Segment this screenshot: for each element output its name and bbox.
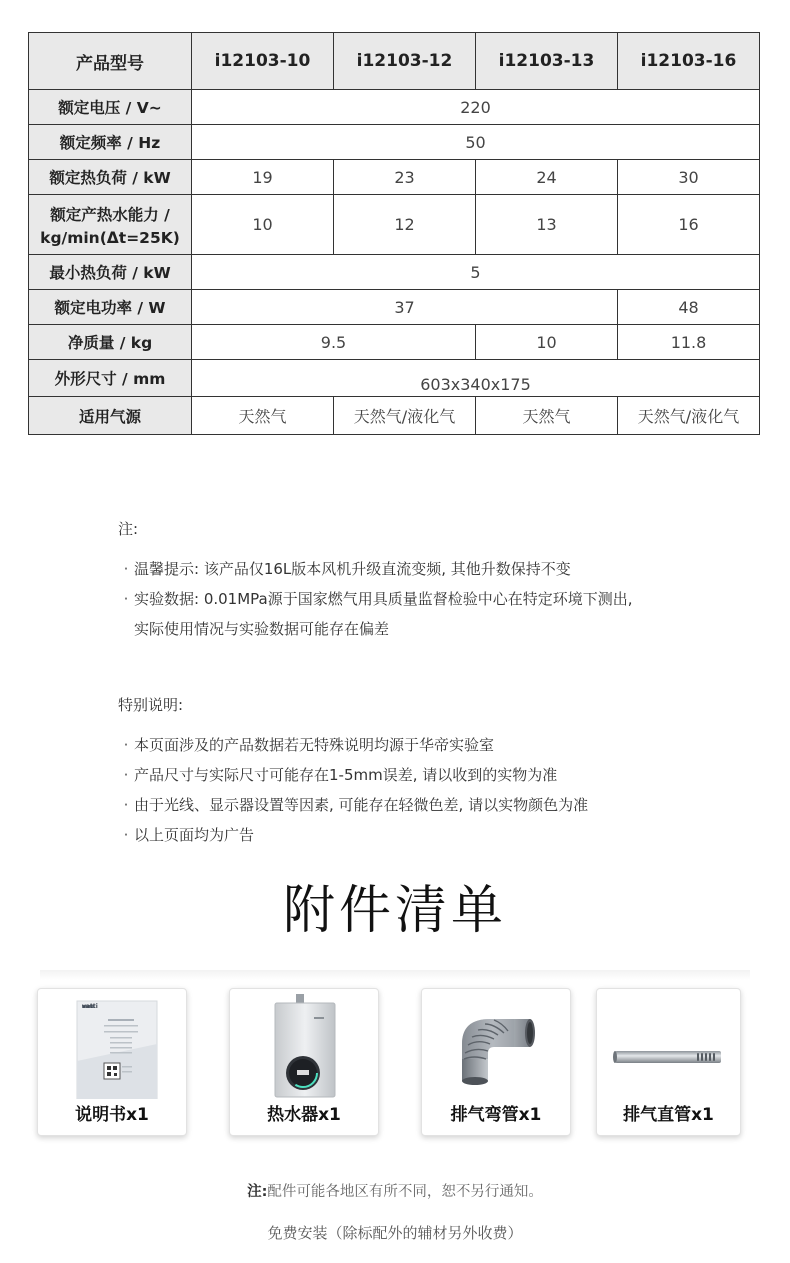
special-title: 特别说明: <box>118 696 184 714</box>
table-row <box>29 397 760 435</box>
bullet: · <box>123 560 129 578</box>
table-row <box>29 360 760 397</box>
accessory-note-text: 配件可能各地区有所不同，恕不另行通知。 <box>267 1184 543 1200</box>
row-label: 额定电功率 / W <box>29 290 192 325</box>
special-item <box>118 820 588 850</box>
special-item <box>118 730 588 760</box>
accessory-label: 排气直管x1 <box>623 1105 714 1125</box>
row-label: 额定频率 / Hz <box>29 125 192 160</box>
special-item-text: 以上页面均为广告 <box>134 826 255 844</box>
notes-item-text: 实验数据: 0.01MPa源于国家燃气用具质量监督检验中心在特定环境下测出, <box>134 590 633 608</box>
row-label: 额定电压 / V~ <box>29 90 192 125</box>
accessory-note-prefix: 注: <box>247 1184 268 1200</box>
table-cell: 13 <box>476 195 618 255</box>
table-row <box>29 325 760 360</box>
special-item-text: 产品尺寸与实际尺寸可能存在1-5mm误差, 请以收到的实物为准 <box>134 766 558 784</box>
table-row <box>29 125 760 160</box>
accessory-label: 说明书x1 <box>75 1105 149 1125</box>
table-cell: 天然气/液化气 <box>334 397 476 435</box>
table-cell: 603x340x175 <box>192 360 760 397</box>
table-row <box>29 255 760 290</box>
table-cell: 12 <box>334 195 476 255</box>
bullet: · <box>123 766 129 784</box>
table-cell: 天然气 <box>476 397 618 435</box>
row-label: 适用气源 <box>29 397 192 435</box>
accessory-card-manual <box>37 988 187 1136</box>
notes-item <box>118 584 633 614</box>
water-heater-icon <box>230 989 378 1099</box>
table-row <box>29 90 760 125</box>
special-item-text: 由于光线、显示器设置等因素, 可能存在轻微色差, 请以实物颜色为准 <box>134 796 589 814</box>
header-model: i12103-16 <box>618 33 760 90</box>
accessory-card-straight <box>596 988 741 1136</box>
notes-item-text: 温馨提示: 该产品仅16L版本风机升级直流变频, 其他升数保持不变 <box>134 560 571 578</box>
bullet: · <box>123 826 129 844</box>
header-model: i12103-10 <box>192 33 334 90</box>
table-cell: 16 <box>618 195 760 255</box>
table-cell: 37 <box>192 290 618 325</box>
row-label-line: kg/min(Δt=25K) <box>40 228 180 247</box>
table-cell: 11.8 <box>618 325 760 360</box>
elbow-pipe-icon <box>422 989 570 1099</box>
accessory-label: 热水器x1 <box>267 1105 341 1125</box>
accessories-title: 附件清单 <box>282 881 507 941</box>
table-cell: 30 <box>618 160 760 195</box>
header-label: 产品型号 <box>29 33 192 90</box>
accessory-card-heater <box>229 988 379 1136</box>
accessory-note <box>0 1180 790 1201</box>
table-cell: 5 <box>192 255 760 290</box>
install-note: 免费安装（除标配外的辅材另外收费） <box>267 1224 523 1242</box>
table-cell: 9.5 <box>192 325 476 360</box>
row-label: 净质量 / kg <box>29 325 192 360</box>
bullet: · <box>123 590 129 608</box>
special-item-text: 本页面涉及的产品数据若无特殊说明均源于华帝实验室 <box>134 736 495 754</box>
table-row <box>29 195 760 255</box>
row-label-line: 额定产热水能力 / <box>50 205 170 224</box>
table-cell: 10 <box>192 195 334 255</box>
accessory-card-elbow <box>421 988 571 1136</box>
table-cell: 48 <box>618 290 760 325</box>
notes-item <box>118 554 633 584</box>
table-cell: 23 <box>334 160 476 195</box>
table-header-row <box>29 33 760 90</box>
table-cell: 天然气/液化气 <box>618 397 760 435</box>
row-label: 额定热负荷 / kW <box>29 160 192 195</box>
row-label: 外形尺寸 / mm <box>29 360 192 397</box>
header-model: i12103-13 <box>476 33 618 90</box>
header-model: i12103-12 <box>334 33 476 90</box>
straight-pipe-icon <box>597 989 740 1099</box>
table-cell: 220 <box>192 90 760 125</box>
table-row <box>29 290 760 325</box>
bullet: · <box>123 736 129 754</box>
manual-icon <box>38 989 186 1099</box>
special-item <box>118 790 588 820</box>
table-row <box>29 160 760 195</box>
table-cell: 10 <box>476 325 618 360</box>
table-cell: 天然气 <box>192 397 334 435</box>
manual-brand-text: vatti <box>82 1003 98 1010</box>
notes-item-continuation: 实际使用情况与实验数据可能存在偏差 <box>134 620 390 638</box>
table-cell: 50 <box>192 125 760 160</box>
row-label <box>29 195 192 255</box>
table-cell: 19 <box>192 160 334 195</box>
notes-title: 注: <box>118 520 139 538</box>
special-notes-block <box>118 690 588 850</box>
divider <box>40 970 750 980</box>
special-item <box>118 760 588 790</box>
row-label: 最小热负荷 / kW <box>29 255 192 290</box>
notes-block <box>118 514 633 644</box>
table-cell: 24 <box>476 160 618 195</box>
accessory-label: 排气弯管x1 <box>450 1105 542 1125</box>
bullet: · <box>123 796 129 814</box>
spec-table <box>28 32 760 435</box>
